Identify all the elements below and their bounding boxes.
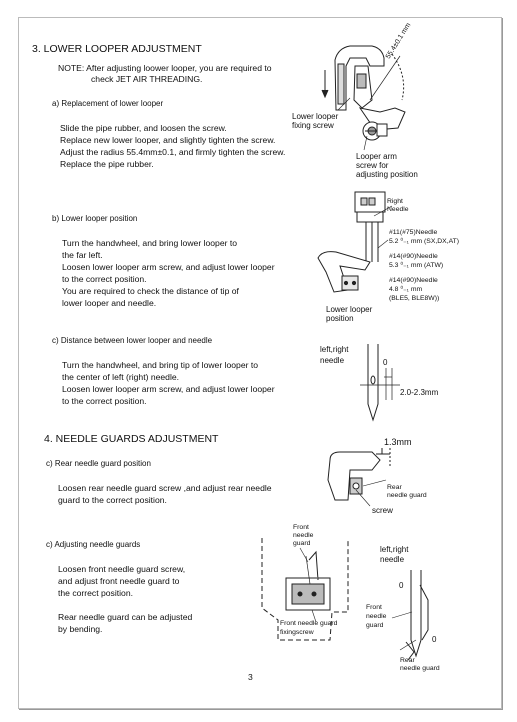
step-text: Rear needle guard can be adjusted	[58, 612, 193, 622]
step-text: Turn the handwheel, and bring tip of lower looper to	[62, 360, 259, 370]
note-line-1: NOTE: After adjusting loower looper, you are required to	[58, 63, 272, 73]
looper-arm-screw-label: screw for	[356, 161, 389, 170]
zero-mark: 0	[432, 635, 437, 644]
front-needle-guard-label: guard	[366, 622, 384, 629]
rear-needle-guard-label: Rear	[387, 484, 402, 491]
needle-spec-2: #14(#90)Needle	[389, 253, 438, 260]
step-text: to the correct position.	[62, 274, 147, 284]
lower-looper-position-label: position	[326, 314, 354, 323]
screw-label: screw	[372, 506, 393, 515]
step-text: Replace new lower looper, and slightly tighten the screw.	[60, 135, 276, 145]
step-text: Slide the pipe rubber, and loosen the screw.	[60, 123, 227, 133]
front-needle-guard-label: needle	[366, 613, 387, 620]
section-3-title: 3. LOWER LOOPER ADJUSTMENT	[32, 43, 202, 55]
step-text: lower looper and needle.	[62, 298, 157, 308]
lower-looper-fixing-screw-label: fixing screw	[292, 121, 334, 130]
step-text: Adjust the radius 55.4mm±0.1, and firmly tighten the screw.	[60, 147, 286, 157]
step-text: Turn the handwheel, and bring lower looper to	[62, 238, 238, 248]
step-text: to the correct position.	[62, 396, 147, 406]
left-right-needle-label: left,right	[320, 345, 349, 354]
front-needle-guard-label: guard	[293, 540, 311, 547]
section-4-title: 4. NEEDLE GUARDS ADJUSTMENT	[44, 433, 219, 445]
needle-spec-2: 5.3 ⁰₋₁ mm (ATW)	[389, 262, 444, 269]
subsection-rear-guard-heading: c) Rear needle guard position	[46, 459, 151, 468]
subsection-adjust-guards-heading: c) Adjusting needle guards	[46, 540, 141, 549]
step-text: the far left.	[62, 250, 103, 260]
subsection-b-heading: b) Lower looper position	[52, 214, 138, 223]
step-text: by bending.	[58, 624, 103, 634]
step-text: Replace the pipe rubber.	[60, 159, 154, 169]
needle-spec-1: #11(#75)Needle	[389, 229, 438, 236]
step-text: the correct position.	[58, 588, 133, 598]
left-right-needle-label: needle	[320, 356, 345, 365]
fixing-screw-label: fixingscrew	[280, 629, 314, 636]
needle-spec-1: 5.2 ⁰₋₁ mm (SX,DX,AT)	[389, 238, 460, 245]
page-number: 3	[248, 672, 253, 682]
left-right-needle-label: needle	[380, 555, 405, 564]
note-line-2: check JET AIR THREADING.	[91, 74, 203, 84]
needle-spec-3: 4.8 ⁰₋₁ mm	[389, 286, 423, 293]
looper-arm-screw-label: Looper arm	[356, 152, 397, 161]
step-text: the center of left (right) needle.	[62, 372, 180, 382]
rear-needle-guard-label: needle guard	[400, 665, 440, 672]
subsection-c-heading: c) Distance between lower looper and needle	[52, 336, 213, 345]
front-needle-guard-label: needle	[293, 532, 314, 539]
front-needle-guard-label: Front	[366, 604, 382, 611]
looper-arm-screw-label: adjusting position	[356, 170, 418, 179]
fixing-screw-label: Front needle guard	[280, 620, 338, 627]
zero-mark: 0	[383, 358, 388, 367]
step-text: and adjust front needle guard to	[58, 576, 180, 586]
lower-looper-fixing-screw-label: Lower looper	[292, 112, 339, 121]
step-text: You are required to check the distance of tip of	[62, 286, 239, 296]
radius-dimension: 55.4±0.1 mm	[384, 21, 413, 61]
left-right-needle-label: left,right	[380, 545, 409, 554]
distance-dimension: 2.0-2.3mm	[400, 388, 439, 397]
needle-spec-3: (BLE5, BLE8W))	[389, 295, 440, 302]
step-text: Loosen lower looper arm screw, and adjust lower looper	[62, 384, 275, 394]
step-text: Loosen rear needle guard screw ,and adjust rear needle	[58, 483, 272, 493]
right-needle-label: Right	[387, 198, 403, 205]
lower-looper-position-label: Lower looper	[326, 305, 373, 314]
step-text: Loosen front needle guard screw,	[58, 564, 186, 574]
gap-dimension: 1.3mm	[384, 437, 412, 447]
subsection-a-heading: a) Replacement of lower looper	[52, 99, 164, 108]
rear-needle-guard-label: Rear	[400, 657, 415, 664]
front-needle-guard-label: Front	[293, 524, 309, 531]
step-text: guard to the correct position.	[58, 495, 167, 505]
zero-mark: 0	[399, 581, 404, 590]
needle-spec-3: #14(#90)Needle	[389, 277, 438, 284]
right-needle-label: Needle	[387, 206, 409, 213]
step-text: Loosen lower looper arm screw, and adjust lower looper	[62, 262, 275, 272]
rear-needle-guard-label: needle guard	[387, 492, 427, 499]
